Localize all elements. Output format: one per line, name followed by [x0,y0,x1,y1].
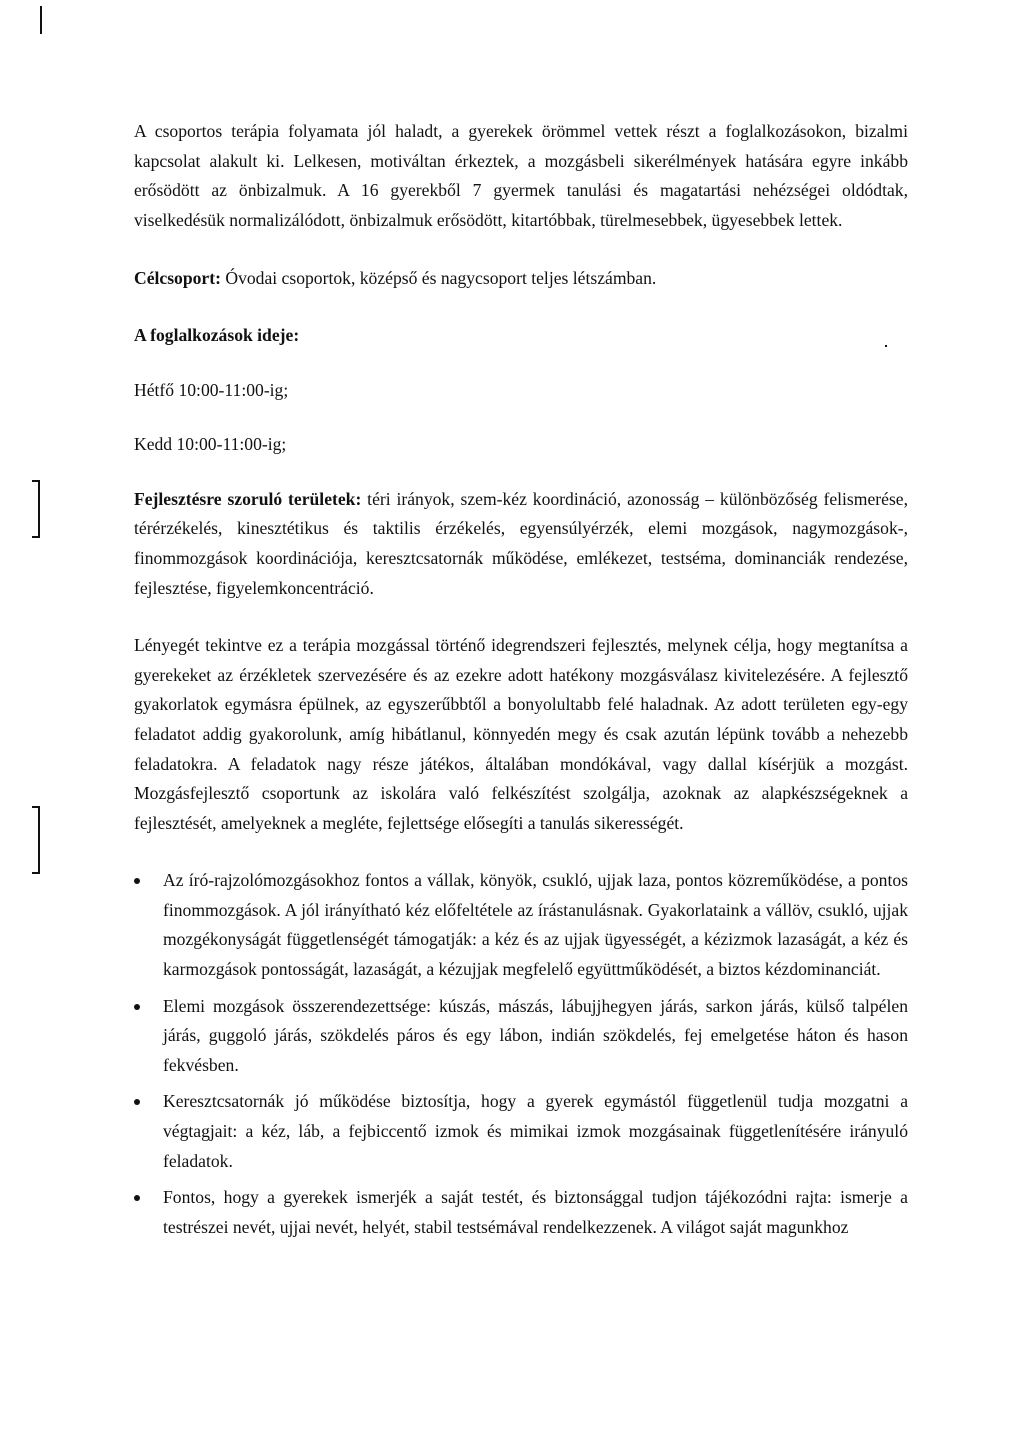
scan-bracket-lower [38,806,40,874]
paragraph-therapy: A csoportos terápia folyamata jól haladt, a gyerekek örömmel vettek részt a foglalkozásokon, bizalmi kapcsolat alakult ki. Lelkesen, motiváltan érkeztek, a mozgásbeli sikerélmények hatására egyre inkább erősödött az önbizalmuk. A 16 gyerekből 7 gyermek tanulási és magatartási nehézségei oldódtak, viselkedésük normalizálódott, önbizalmuk erősödött, kitartóbbak, türelmesebbek, ügyesebbek lettek. [134,121,908,230]
list-item-text: Keresztcsatornák jó működése biztosítja, hogy a gyerek egymástól függetlenül tudja mozgatni a végtagjait: a kéz, láb, a fejbiccentő izmok és mimikai izmok mozgásainak függetlenítésére irányuló feladatok. [163,1091,908,1171]
list-item-text: Elemi mozgások összerendezettsége: kúszás, mászás, lábujjhegyen járás, sarkon járás, külső talpélen járás, guggoló járás, szökdelés páros és egy lábon, indián szökdelés, fej emelgetése háton és hason fekvésben. [163,995,908,1075]
list-item [134,1183,908,1242]
target-group-text: Óvodai csoportok, középső és nagycsoport teljes létszámban. [220,268,657,289]
scan-bracket-upper-tick-top [32,480,40,482]
list-item-text: Fontos, hogy a gyerekek ismerjék a saját testét, és biztonsággal tudjon tájékozódni rajta: ismerje a testrészei nevét, ujjai nevét, helyét, stabil testsémával rendelkezzenek. A világot saját magunkhoz [163,1187,908,1237]
schedule-monday: Hétfő 10:00-11:00-ig; [134,379,289,400]
scan-bracket-lower-tick-bottom [32,872,40,874]
scan-bracket-upper-tick-bottom [32,536,40,538]
bullet-icon [134,1195,140,1201]
scan-bracket-upper [38,480,40,538]
bullet-icon [134,1099,140,1105]
development-areas-label: Fejlesztésre szoruló területek: [134,488,362,509]
bullet-list [134,866,908,1242]
list-item [134,1087,908,1176]
scan-mark-top [40,6,42,34]
paragraph-essence: Lényegét tekintve ez a terápia mozgással történő idegrendszeri fejlesztés, melynek célja, hogy megtanítsa a gyerekeket az érzékletek szervezésére és az ezekre adott hatékony mozgásválasz kivitelezésére. A fejlesztő gyakorlatok egymásra épülnek, az egyszerűbbtől a bonyolultabb felé haladnak. Az adott területen egy-egy feladatot addig gyakorolunk, amíg hibátlanul, könnyedén megy és csak azután lépünk tovább a nehezebb feladatokra. A feladatok nagy része játékos, általában mondókával, vagy dallal kísérjük a mozgást. Mozgásfejlesztő csoportunk az iskolára való felkészítést szolgálja, azoknak az alapkészségeknek a fejlesztését, amelyeknek a megléte, fejlettsége elősegíti a tanulás sikerességét. [134,635,908,833]
list-item [134,992,908,1081]
scan-bracket-lower-tick-top [32,806,40,808]
list-item-text: Az író-rajzolómozgásokhoz fontos a vállak, könyök, csukló, ujjak laza, pontos közreműködése, a pontos finommozgások. A jól irányítható kéz előfeltétele az írástanulásnak. Gyakorlataink a vállöv, csukló, ujjak mozgékonyságát függetlenségét támogatják: a kéz és az ujjak ügyességét, a kézizmok lazaságát, a kéz és karmozgások pontosságát, lazaságát, a kézujjak megfelelő együttműködését, a biztos kézdominanciát. [163,870,908,980]
schedule-tuesday: Kedd 10:00-11:00-ig; [134,434,287,455]
target-group [134,264,908,294]
list-item [134,866,908,984]
bullet-icon [134,1004,140,1010]
target-group-label: Célcsoport: [134,268,221,289]
development-areas-text: téri irányok, szem-kéz koordináció, azonosság – különbözőség felismerése, térérzékelés, kinesztétikus és taktilis érzékelés, egyensúlyérzék, elemi mozgások, nagymozgások-, finommozgások koordinációja, keresztcsatornák működése, emlékezet, testséma, dominanciák rendezése, fejlesztése, figyelemkoncentráció. [134,488,908,598]
sessions-heading: A foglalkozások ideje: [134,324,300,345]
document-body [134,117,908,1249]
development-areas [134,485,908,603]
bullet-icon [134,878,140,884]
